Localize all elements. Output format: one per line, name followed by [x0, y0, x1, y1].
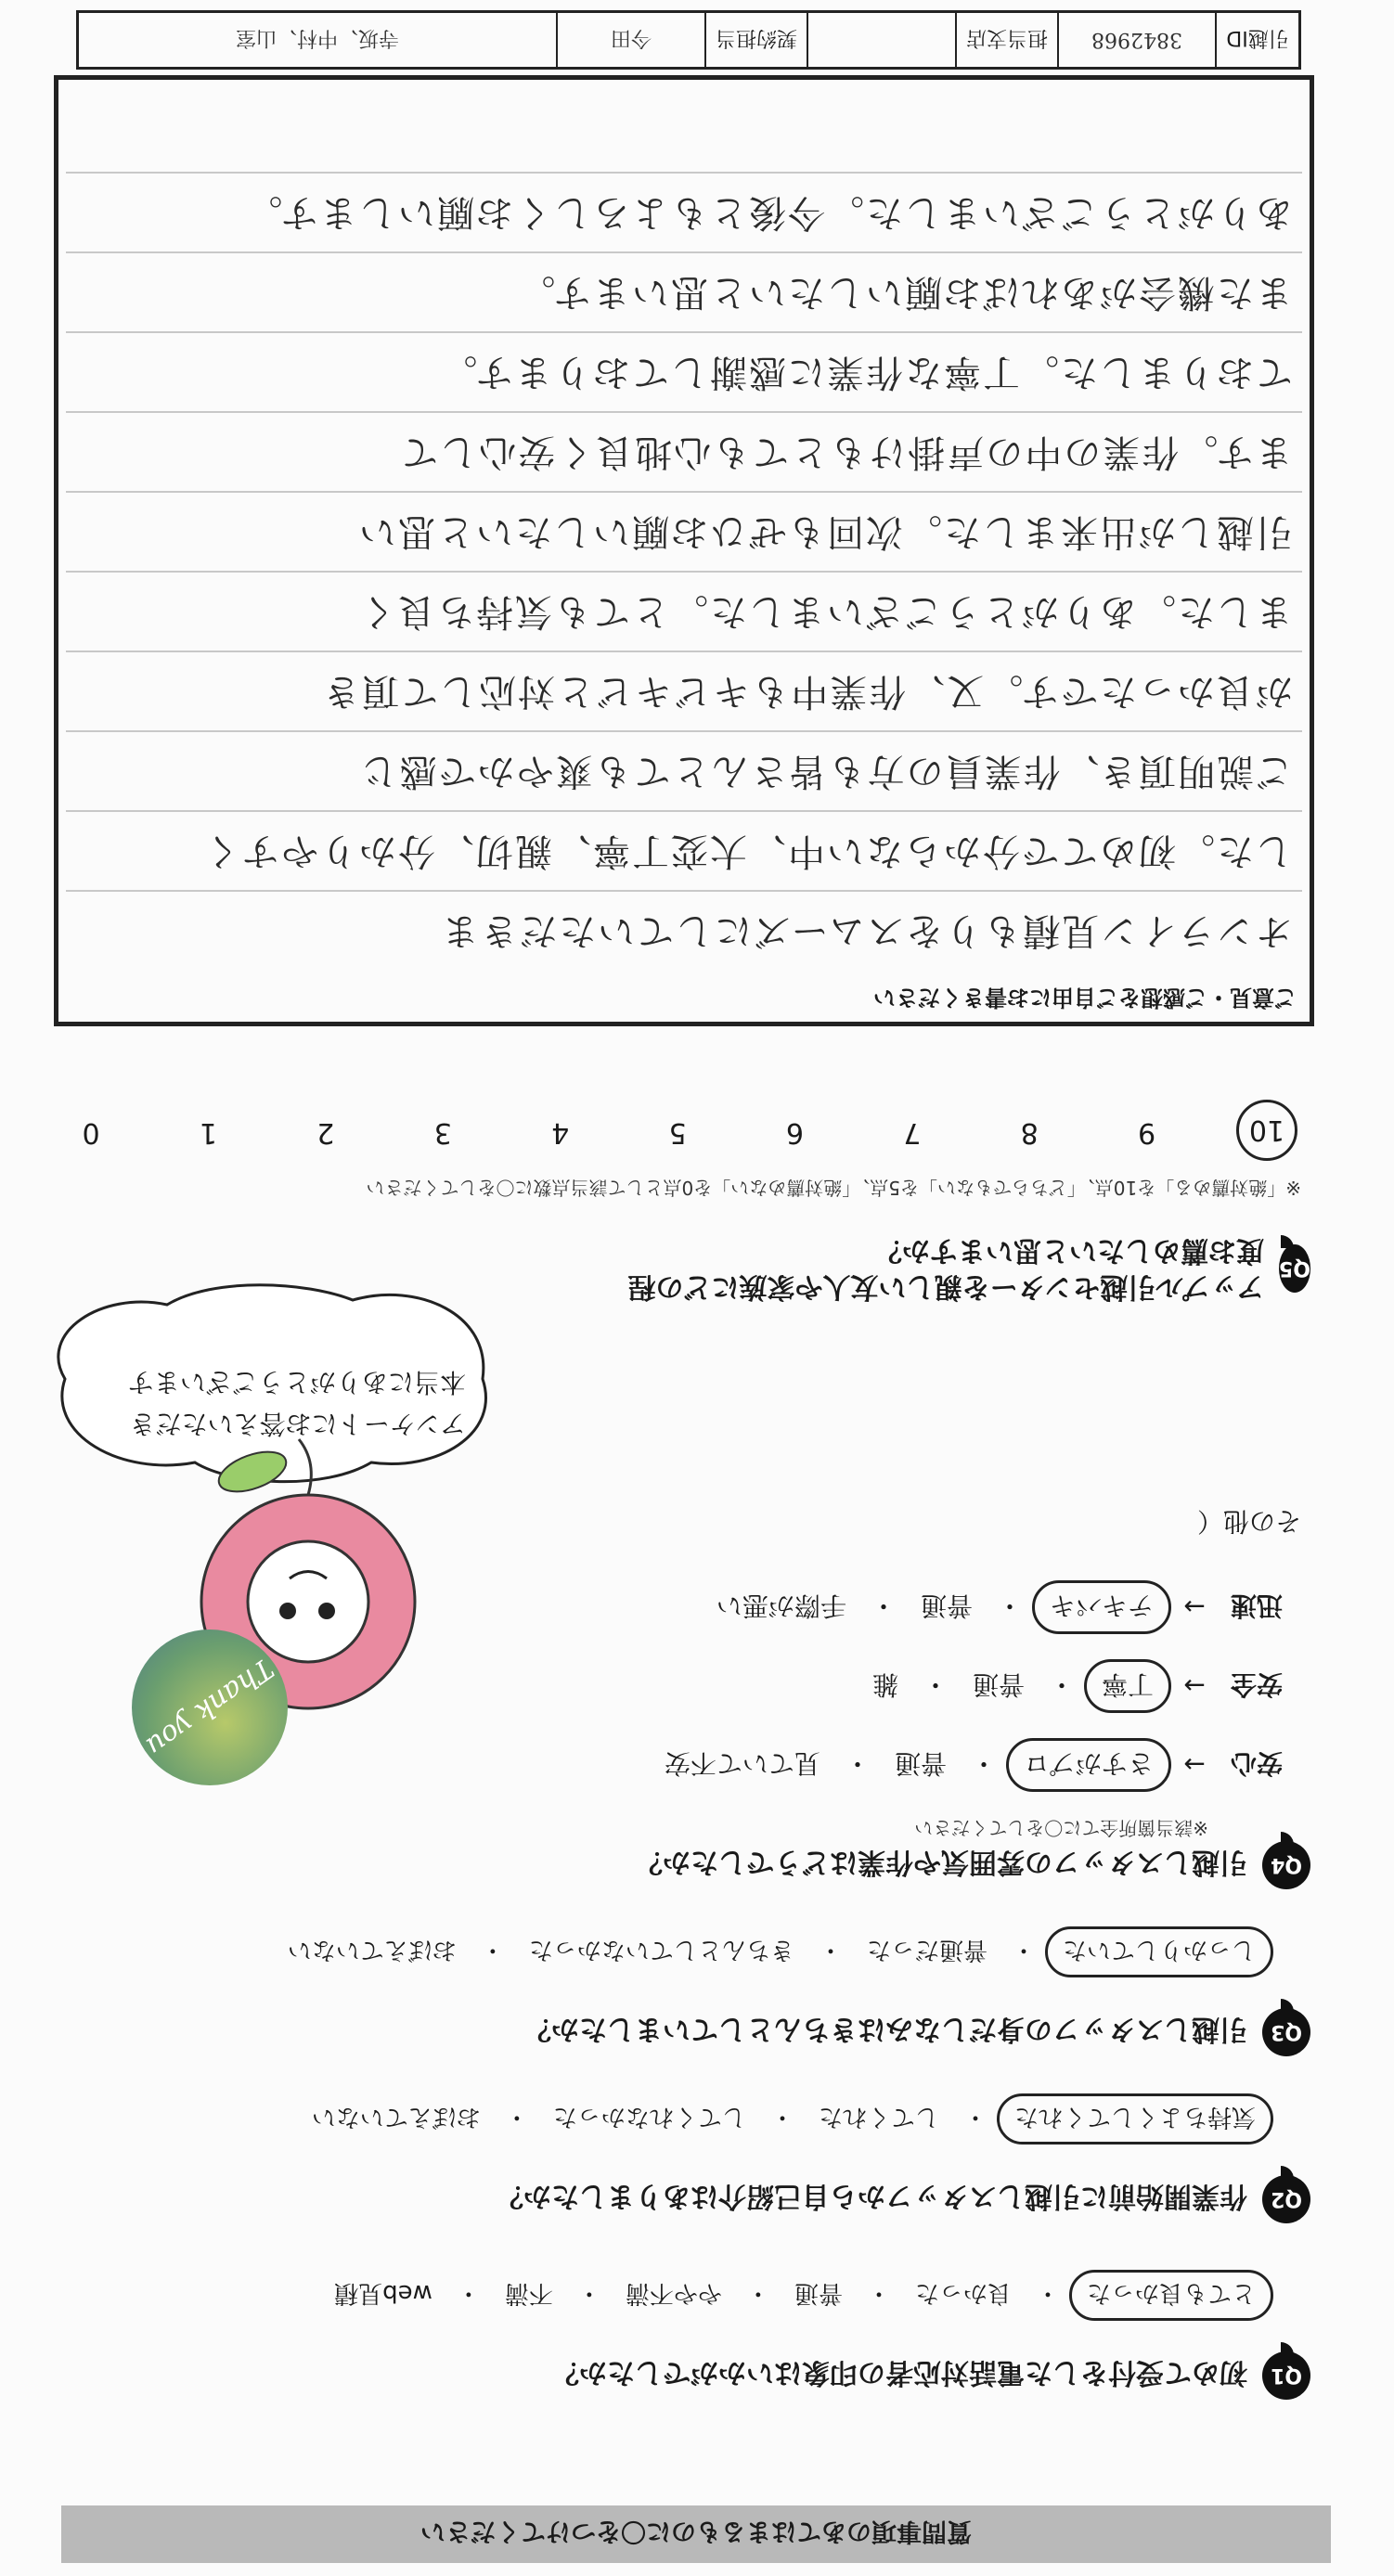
comment-line: が良かったです。又、作業中もキビキビと対応して頂き	[66, 650, 1302, 730]
score-6[interactable]: 6	[785, 1116, 804, 1150]
q3-option[interactable]: おぼえていない	[287, 1936, 457, 1964]
score-0[interactable]: 0	[82, 1116, 100, 1150]
q4-other	[1197, 1504, 1301, 1541]
thank-you-badge	[132, 1629, 288, 1785]
q3-options: しっかりしていた ・ 普通だった ・ きちんとしていなかった ・ おぼえていない	[273, 1926, 1273, 1977]
q4-question	[635, 1841, 1310, 1889]
q2-option[interactable]: おぼえていない	[311, 2103, 481, 2131]
q1-option[interactable]: 普通	[794, 2279, 843, 2307]
q3-badge: Q3	[1262, 2008, 1310, 2056]
comment-title: ご意見・ご感想をご自由にお書きください	[873, 985, 1297, 1011]
id-label: 引越ID	[1215, 13, 1298, 67]
score-9[interactable]: 9	[1138, 1116, 1156, 1150]
q5-text: アップル引越センターを親しい友人や家族にどの程度お薦めしたいと思いますか？	[627, 1234, 1264, 1303]
q4-speed-opt[interactable]: 普通	[920, 1591, 973, 1621]
branch-value	[807, 13, 955, 67]
q2-badge: Q2	[1262, 2175, 1310, 2223]
q1-option[interactable]: やや不満	[625, 2279, 722, 2307]
q4-row-label: 迅速	[1230, 1591, 1283, 1621]
comment-line: ご説明頂き、作業員の方も皆さんとても爽やかで感じ	[66, 730, 1302, 810]
q1-option[interactable]: とても良かった	[1069, 2270, 1273, 2321]
header-strip	[76, 10, 1301, 70]
q4-other-label: その他（	[1196, 1506, 1301, 1537]
comment-line: した。初めてで分からない中、大変丁寧、親切、分かりやすく	[66, 810, 1302, 890]
crew-value: 寺坂、中村、山室	[236, 26, 400, 50]
contract-label: 契約担当	[704, 13, 807, 67]
comment-line: 引越しが出来ました。次回もぜひお願いしたいと思い	[66, 491, 1302, 571]
bubble-line-2: 本当にありがとうございます	[127, 1367, 466, 1398]
instructions-banner: 質問事項のあてはまるものに〇をつけてください	[61, 2505, 1331, 2563]
q4-text: 引越しスタッフの雰囲気や作業はどうでしたか？	[635, 1846, 1247, 1878]
q4-reliability-opt[interactable]: 普通	[894, 1748, 947, 1779]
q4-safety-opt[interactable]: 雑	[871, 1669, 898, 1700]
q2-option[interactable]: してくれなかった	[552, 2103, 746, 2131]
q4-note: ※該当箇所全てに〇をしてください	[914, 1817, 1208, 1839]
comment-line: オンライン見積もりをスムーズにしていただきま	[66, 890, 1302, 970]
q4-badge: Q4	[1262, 1841, 1310, 1889]
score-8[interactable]: 8	[1020, 1116, 1039, 1150]
q3-option[interactable]: しっかりしていた	[1045, 1926, 1273, 1977]
q1-options: とても良かった ・ 良かった ・ 普通 ・ やや不満 ・ 不満 ・ web見積	[319, 2270, 1273, 2321]
comment-line: また機会があればお願いしたいと思います。	[66, 251, 1302, 331]
q4-speed-opt[interactable]: 手際が悪い	[716, 1591, 846, 1621]
branch-label: 担当支店	[955, 13, 1057, 67]
q4-safety-opt[interactable]: 普通	[972, 1669, 1025, 1700]
score-5[interactable]: 5	[668, 1116, 687, 1150]
arrow-icon: →	[1183, 1749, 1206, 1781]
score-10[interactable]: 10	[1236, 1100, 1297, 1161]
q4-reliability-opt[interactable]: 見ていて不安	[664, 1748, 820, 1779]
bubble-text	[58, 1360, 466, 1444]
q1-option[interactable]: 不満	[504, 2279, 553, 2307]
q2-options: 気持ちよくしてくれた ・ してくれた ・ してくれなかった ・ おぼえていない	[297, 2093, 1273, 2145]
q2-option[interactable]: 気持ちよくしてくれた	[997, 2093, 1273, 2145]
q5-scale	[63, 1100, 1297, 1161]
score-3[interactable]: 3	[433, 1116, 452, 1150]
q1-badge: Q1	[1262, 2351, 1310, 2400]
q3-option[interactable]: きちんとしていなかった	[528, 1936, 794, 1964]
q5-badge: Q5	[1279, 1244, 1310, 1293]
id-value: 3842968	[1057, 13, 1215, 67]
q4-row-label: 安全	[1230, 1669, 1283, 1700]
q1-option[interactable]: 良かった	[914, 2279, 1012, 2307]
q4-reliability-opt[interactable]: さすがプロ	[1006, 1738, 1171, 1792]
comment-box[interactable]	[54, 75, 1314, 1026]
comment-line: ておりました。丁寧な作業に感謝しております。	[66, 331, 1302, 411]
score-2[interactable]: 2	[316, 1116, 335, 1150]
q3-text: 引越しスタッフの身だしなみはきちんとしていましたか？	[523, 2013, 1247, 2045]
q1-text: 初めて受付をした電話対応者の印象はいかがでしたか？	[551, 2356, 1247, 2389]
contract-value: 今田	[556, 13, 704, 67]
bubble-line-1: アンケートにお答えいただき	[129, 1409, 466, 1439]
score-4[interactable]: 4	[551, 1116, 570, 1150]
score-7[interactable]: 7	[903, 1116, 922, 1150]
comment-lines	[66, 87, 1302, 970]
score-1[interactable]: 1	[199, 1116, 218, 1150]
comment-line: ます。作業の中の声掛けもとても心地良く安心して	[66, 411, 1302, 491]
q5-note: ※「絶対薦める」を10点、「どちらでもない」を5点、「絶対薦めない」を0点として該当点数に〇をしてください	[366, 1177, 1301, 1199]
q3-question	[523, 2008, 1310, 2056]
q4-row-reliability: 安心 → さすがプロ ・ 普通 ・ 見ていて不安	[650, 1738, 1283, 1792]
q2-question	[496, 2175, 1310, 2223]
q1-option[interactable]: web見積	[334, 2279, 432, 2307]
q2-text: 作業開始前に引越しスタッフから自己紹介はありましたか？	[496, 2180, 1247, 2212]
q4-speed-opt[interactable]: テキパキ	[1032, 1580, 1171, 1634]
thank-you-text: Thank you	[140, 1652, 279, 1763]
q4-safety-opt[interactable]: 丁寧	[1084, 1659, 1171, 1713]
q5-question	[605, 1232, 1310, 1305]
arrow-icon: →	[1183, 1591, 1206, 1623]
arrow-icon: →	[1183, 1670, 1206, 1702]
q3-option[interactable]: 普通だった	[866, 1936, 987, 1964]
q4-row-label: 安心	[1230, 1748, 1283, 1779]
q4-row-speed: 迅速 → テキパキ ・ 普通 ・ 手際が悪い	[702, 1580, 1283, 1634]
comment-line: ました。ありがとうございました。とても気持ち良く	[66, 571, 1302, 650]
q1-question	[551, 2351, 1310, 2400]
q4-row-safety: 安全 → 丁寧 ・ 普通 ・ 雑	[858, 1659, 1283, 1713]
comment-line: ありがとうございました。今後ともよろしくお願いします。	[66, 172, 1302, 251]
q2-option[interactable]: してくれた	[818, 2103, 939, 2131]
